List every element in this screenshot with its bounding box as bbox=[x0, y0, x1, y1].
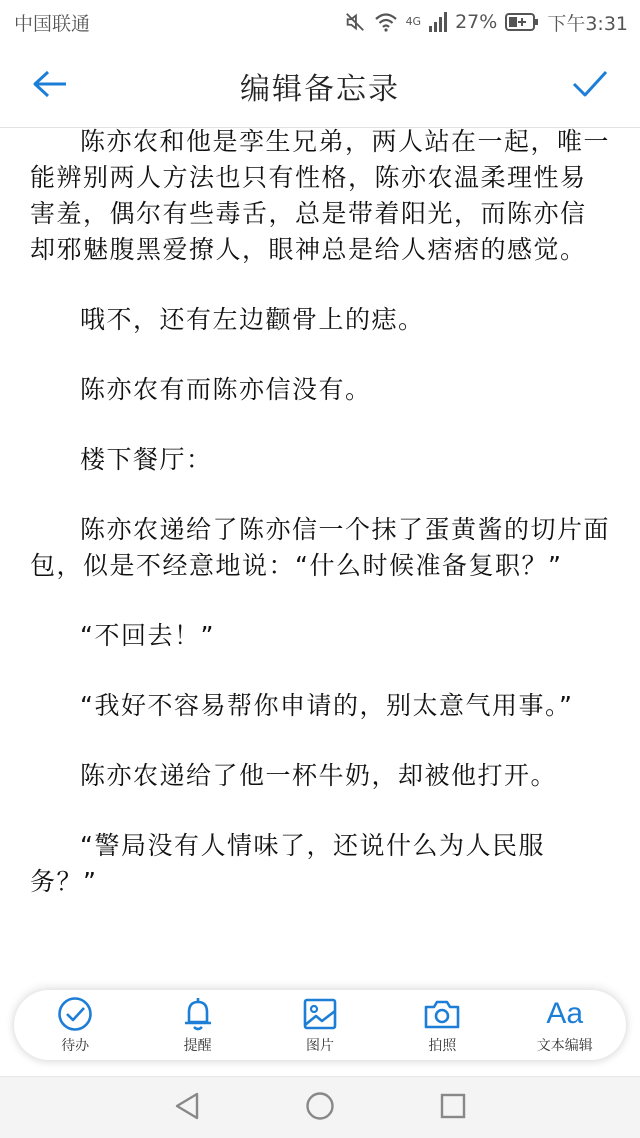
app-header bbox=[0, 44, 640, 128]
clock-label: 下午3:31 bbox=[547, 12, 628, 35]
nav-back-button[interactable] bbox=[167, 1088, 207, 1128]
system-nav-bar bbox=[0, 1076, 640, 1138]
note-paragraph: “不回去！” bbox=[80, 621, 215, 650]
wifi-icon bbox=[374, 12, 398, 32]
back-button[interactable] bbox=[28, 64, 72, 108]
text-format-icon bbox=[546, 995, 583, 1033]
image-icon bbox=[302, 995, 338, 1033]
battery-percent-label: 27% bbox=[455, 11, 498, 33]
status-bar bbox=[0, 0, 640, 44]
triangle-back-icon bbox=[173, 1091, 201, 1125]
page-title: 编辑备忘录 bbox=[240, 72, 400, 107]
nav-home-button[interactable] bbox=[300, 1088, 340, 1128]
note-paragraph: 陈亦农递给了陈亦信一个抹了蛋黄酱的切片面包，似是不经意地说：“什么时候准备复职？” bbox=[30, 515, 611, 580]
todo-label: 待办 bbox=[61, 1038, 90, 1054]
camera-label: 拍照 bbox=[428, 1038, 457, 1054]
carrier-label: 中国联通 bbox=[14, 12, 91, 35]
note-paragraph: 陈亦农递给了他一杯牛奶，却被他打开。 bbox=[80, 761, 558, 790]
note-text-editor[interactable] bbox=[0, 124, 640, 992]
square-recents-icon bbox=[439, 1092, 467, 1124]
editor-toolbar bbox=[14, 990, 626, 1060]
image-button[interactable] bbox=[265, 995, 375, 1055]
bell-icon bbox=[181, 995, 215, 1033]
nav-recents-button[interactable] bbox=[433, 1088, 473, 1128]
note-paragraph: 陈亦农和他是孪生兄弟，两人站在一起，唯一能辨别两人方法也只有性格，陈亦农温柔理性易害羞，偶尔有些毒舌，总是带着阳光，而陈亦信却邪魅腹黑爱撩人，眼神总是给人痞痞的感觉。 bbox=[30, 127, 611, 264]
signal-icon bbox=[429, 12, 447, 32]
note-paragraph: 哦不，还有左边颧骨上的痣。 bbox=[80, 305, 425, 334]
camera-icon bbox=[423, 995, 461, 1033]
text-format-button[interactable] bbox=[510, 995, 620, 1055]
note-paragraph: 陈亦农有而陈亦信没有。 bbox=[80, 375, 372, 404]
reminder-button[interactable] bbox=[143, 995, 253, 1055]
circle-home-icon bbox=[305, 1091, 335, 1125]
arrow-left-icon bbox=[32, 69, 68, 103]
network-type-label: 4G bbox=[405, 14, 422, 28]
text-format-label: 文本编辑 bbox=[536, 1038, 593, 1054]
todo-button[interactable] bbox=[20, 995, 130, 1055]
text-format-glyph: Aa bbox=[546, 997, 584, 1030]
reminder-label: 提醒 bbox=[183, 1038, 212, 1054]
image-label: 图片 bbox=[305, 1038, 334, 1054]
checkmark-circle-icon bbox=[57, 995, 93, 1033]
camera-button[interactable] bbox=[387, 995, 497, 1055]
checkmark-icon bbox=[571, 69, 609, 103]
done-button[interactable] bbox=[568, 64, 612, 108]
battery-icon bbox=[505, 12, 539, 32]
note-paragraph: “警局没有人情味了，还说什么为人民服务？” bbox=[30, 831, 545, 896]
note-paragraph: 楼下餐厅： bbox=[80, 445, 213, 474]
note-paragraph: “我好不容易帮你申请的，别太意气用事。” bbox=[80, 691, 574, 720]
mute-icon bbox=[344, 11, 366, 33]
